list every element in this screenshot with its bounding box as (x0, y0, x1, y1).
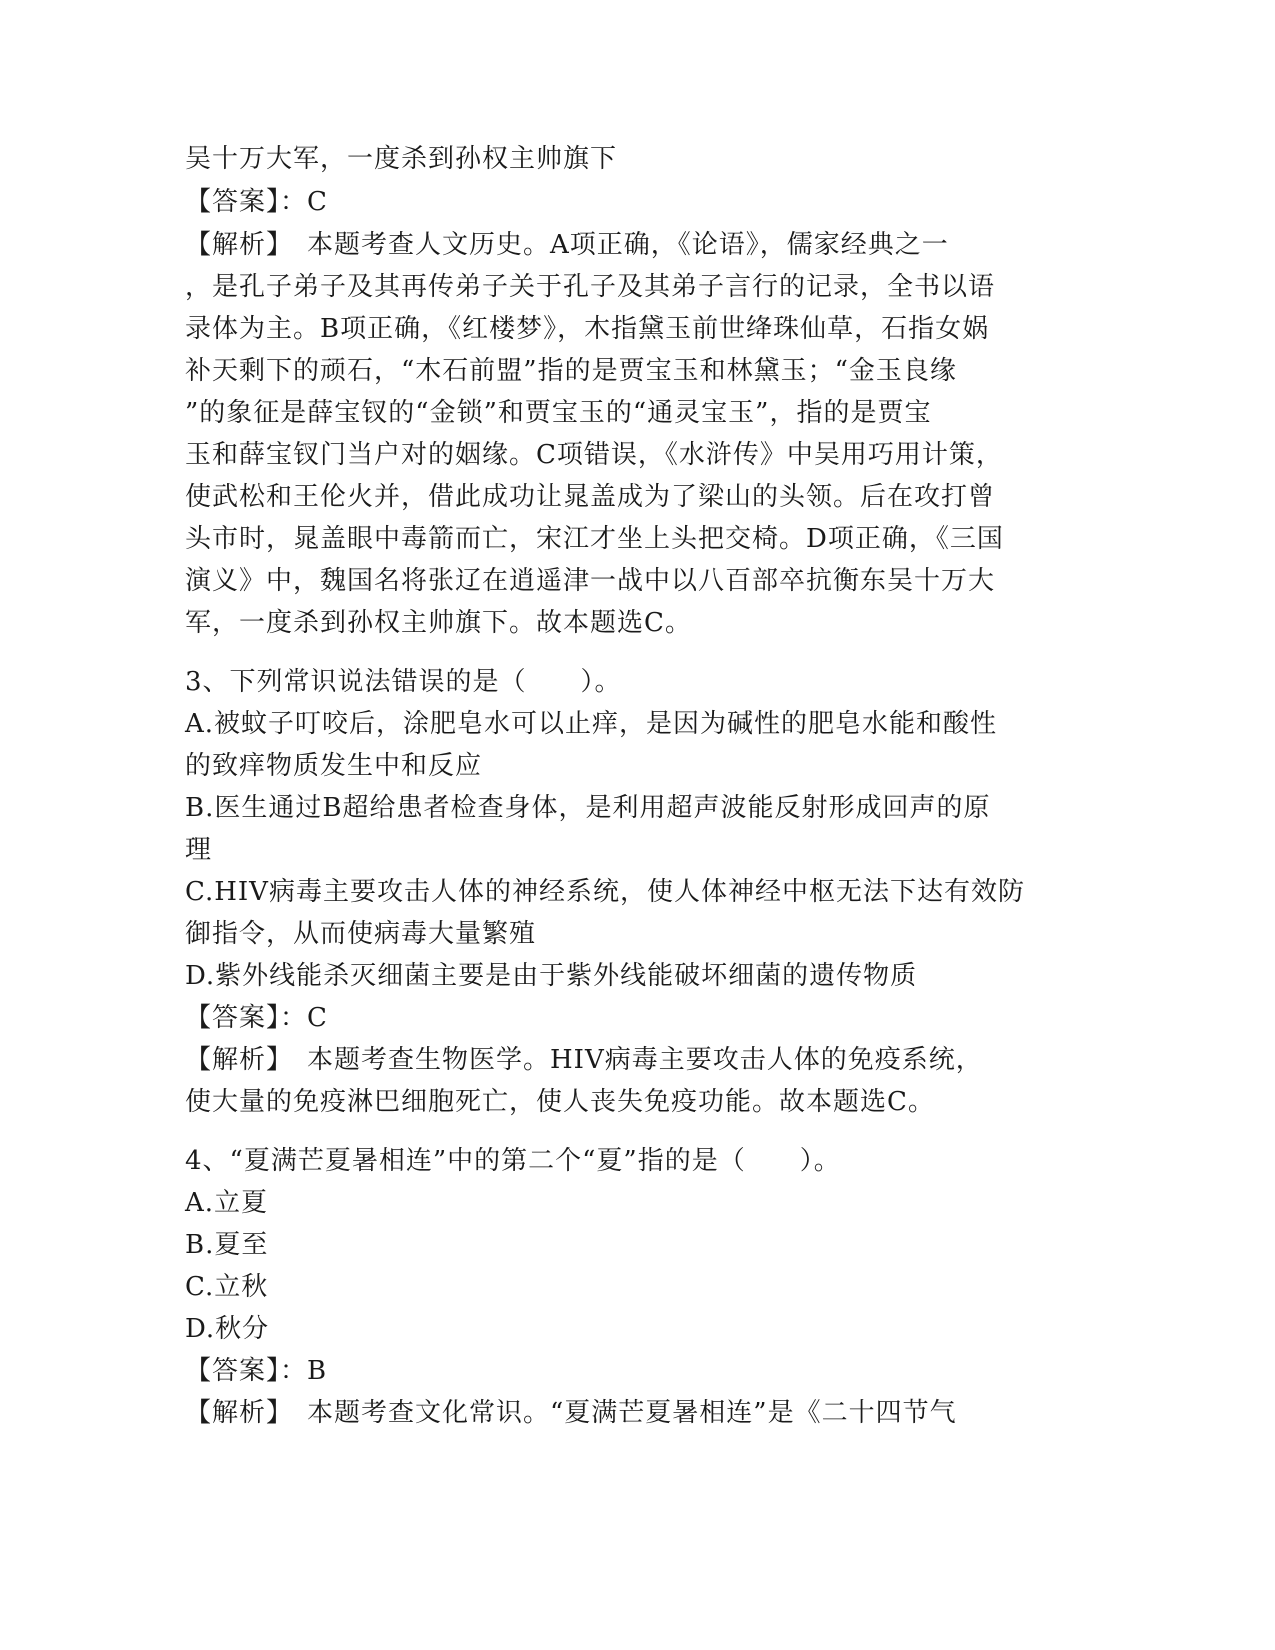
option-b: B.医生通过B超给患者检查身体，是利用超声波能反射形成回声的原 (185, 793, 991, 823)
text-line: 头市时，晁盖眼中毒箭而亡，宋江才坐上头把交椅。D项正确，《三国 (185, 524, 1004, 554)
answer-line: 【答案】：C (185, 1003, 328, 1033)
text-line: 吴十万大军，一度杀到孙权主帅旗下 (185, 144, 618, 174)
analysis-line: 【解析】 本题考查人文历史。A项正确，《论语》，儒家经典之一 (185, 230, 949, 260)
analysis-line: 【解析】 本题考查文化常识。“夏满芒夏暑相连”是《二十四节气 (185, 1398, 957, 1428)
text-line: 玉和薛宝钗门当户对的姻缘。C项错误，《水浒传》中吴用巧用计策， (185, 440, 1003, 470)
text-line: ”的象征是薛宝钗的“金锁”和贾宝玉的“通灵宝玉”，指的是贾宝 (185, 398, 932, 428)
option-c: C.立秋 (185, 1272, 269, 1302)
answer-line: 【答案】：C (185, 187, 328, 217)
text-line: ，是孔子弟子及其再传弟子关于孔子及其弟子言行的记录，全书以语 (185, 272, 996, 302)
question-3-title: 3、下列常识说法错误的是（ ）。 (185, 667, 622, 697)
text-line: 补天剩下的顽石，“木石前盟”指的是贾宝玉和林黛玉；“金玉良缘 (185, 356, 957, 386)
option-a-cont: 的致痒物质发生中和反应 (185, 751, 483, 781)
option-c: C.HIV病毒主要攻击人体的神经系统，使人体神经中枢无法下达有效防 (185, 877, 1025, 907)
option-b: B.夏至 (185, 1230, 269, 1260)
text-line: 使武松和王伦火并，借此成功让晁盖成为了梁山的头领。后在攻打曾 (185, 482, 996, 512)
question-4-title: 4、“夏满芒夏暑相连”中的第二个“夏”指的是（ ）。 (185, 1146, 841, 1176)
option-d: D.紫外线能杀灭细菌主要是由于紫外线能破坏细菌的遗传物质 (185, 961, 918, 991)
option-c-cont: 御指令，从而使病毒大量繁殖 (185, 919, 537, 949)
option-b-cont: 理 (185, 835, 213, 865)
text-line: 军，一度杀到孙权主帅旗下。故本题选C。 (185, 608, 692, 638)
option-a: A.立夏 (185, 1188, 269, 1218)
text-line: 使大量的免疫淋巴细胞死亡，使人丧失免疫功能。故本题选C。 (185, 1087, 935, 1117)
option-d: D.秋分 (185, 1314, 270, 1344)
text-line: 录体为主。B项正确，《红楼梦》，木指黛玉前世绛珠仙草，石指女娲 (185, 314, 990, 344)
text-line: 演义》中，魏国名将张辽在逍遥津一战中以八百部卒抗衡东吴十万大 (185, 566, 996, 596)
answer-line: 【答案】：B (185, 1356, 328, 1386)
option-a: A.被蚊子叮咬后，涂肥皂水可以止痒，是因为碱性的肥皂水能和酸性 (185, 709, 998, 739)
analysis-line: 【解析】 本题考查生物医学。HIV病毒主要攻击人体的免疫系统， (185, 1045, 983, 1075)
